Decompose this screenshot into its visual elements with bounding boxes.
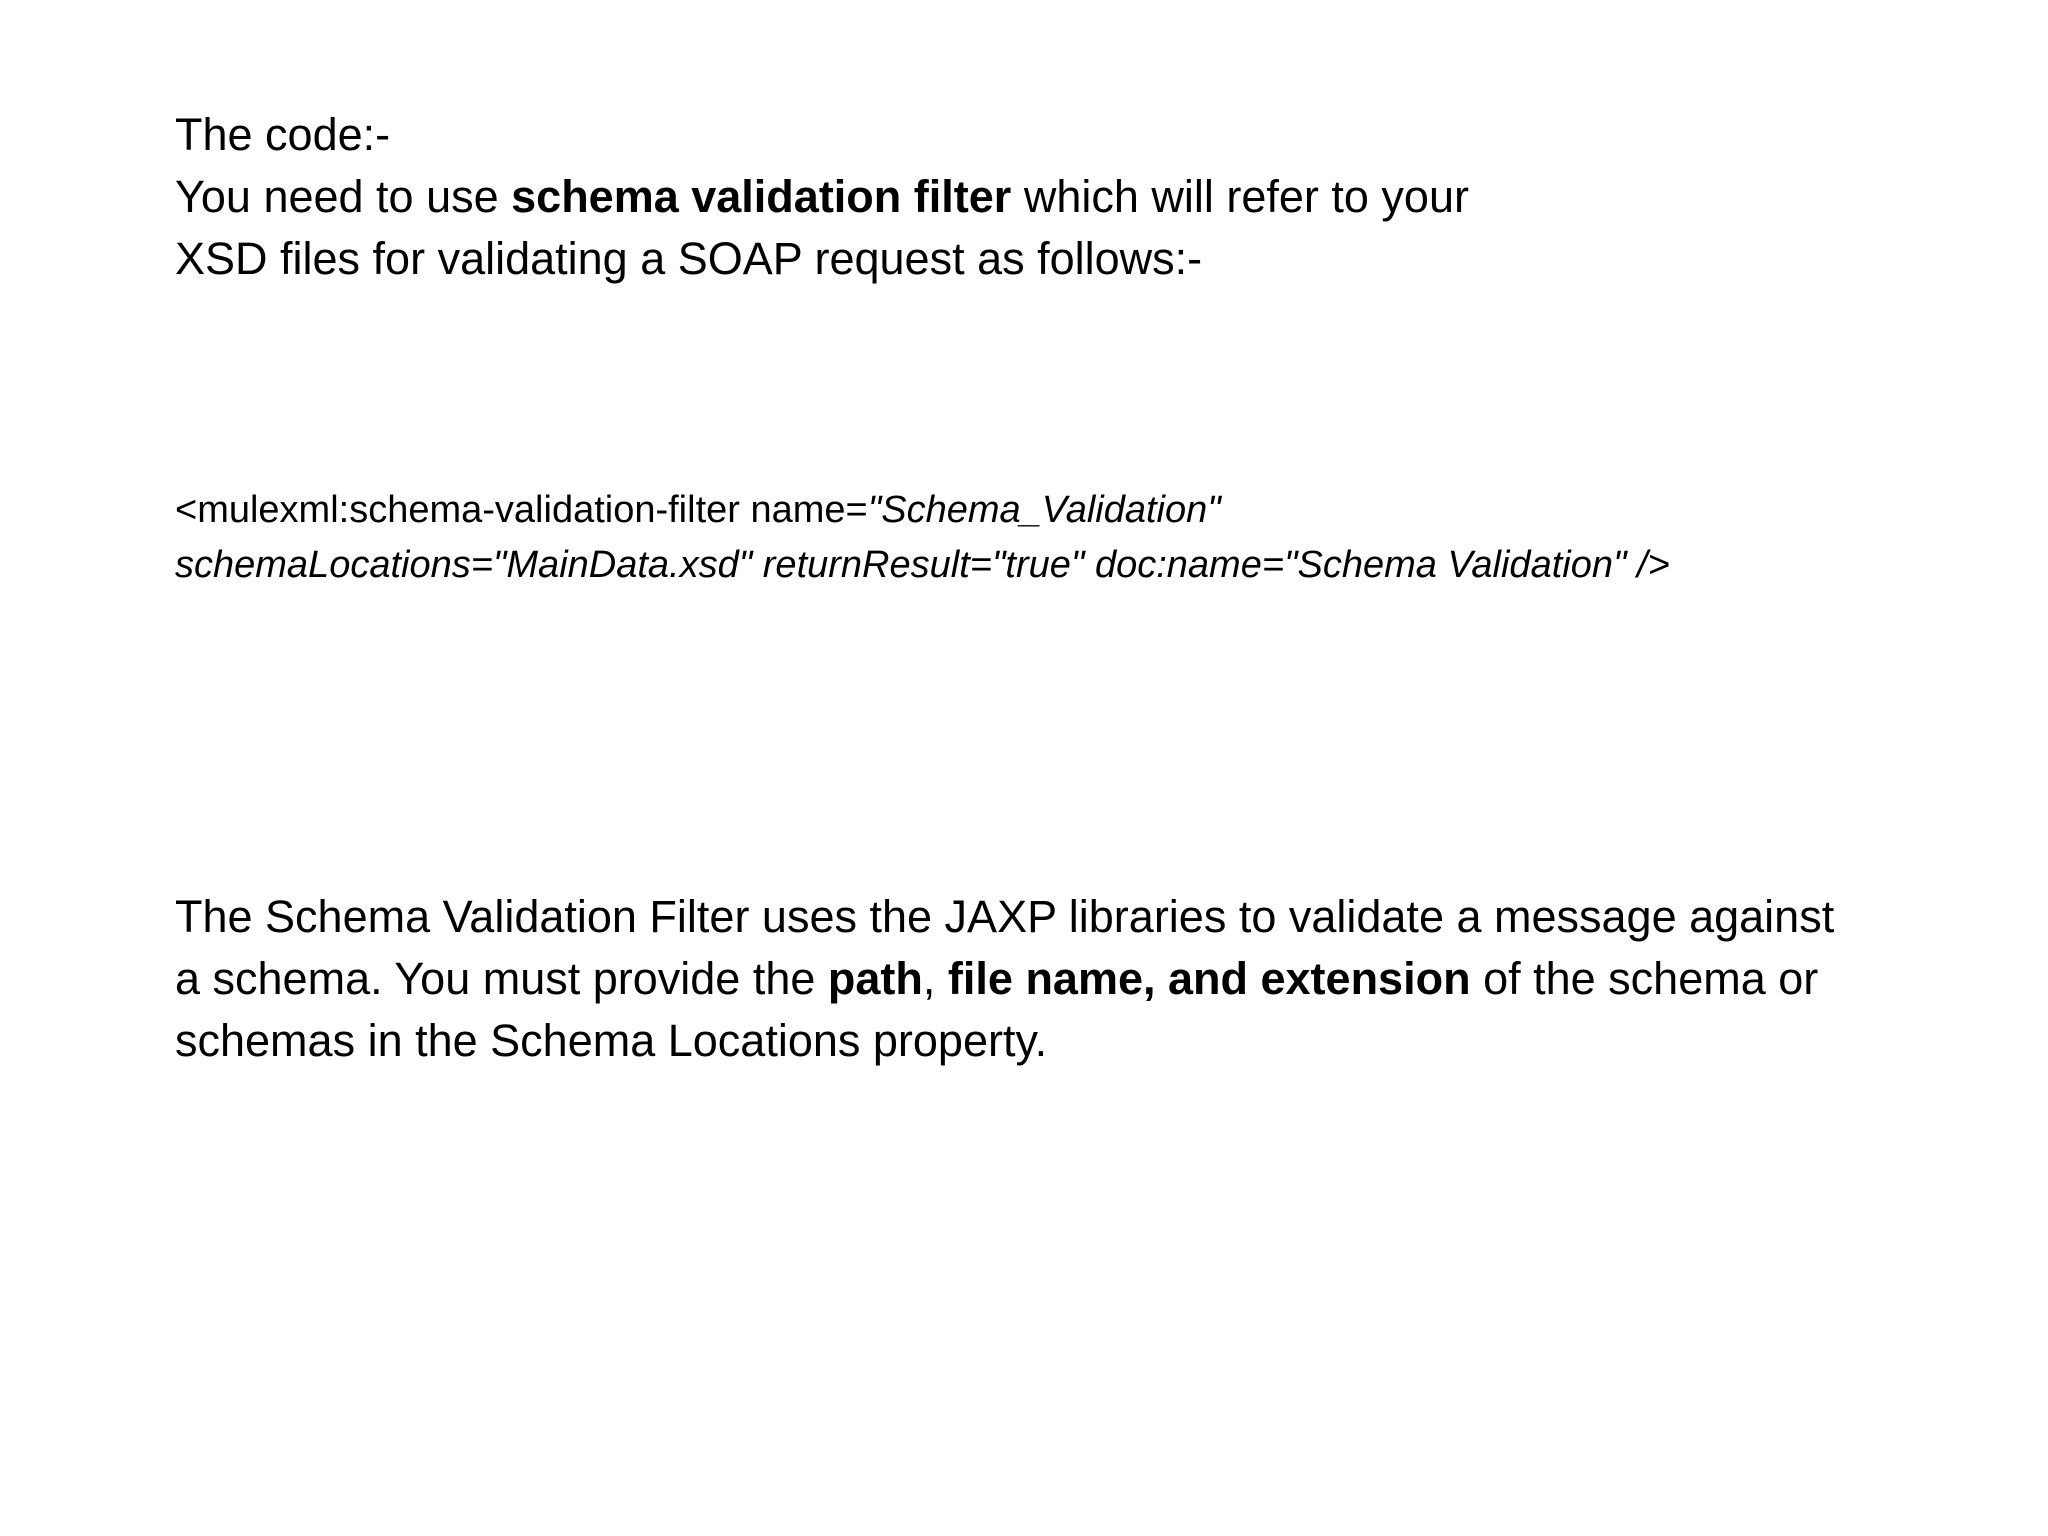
description-paragraph [175,886,1834,1072]
description-comma: , [922,953,948,1004]
description-line-3: schemas in the Schema Locations property. [175,1015,1048,1066]
code-line-1 [175,483,1670,538]
description-line-2-tail: of the schema or [1470,953,1819,1004]
intro-line-2-tail: which will refer to your [1011,171,1469,222]
code-snippet [175,483,1670,593]
intro-emphasis-filter: schema validation filter [511,171,1012,222]
code-line-1-value: "Schema_Validation" [867,489,1221,531]
description-line-1: The Schema Validation Filter uses the JAXP libraries to validate a message against [175,891,1835,942]
description-emphasis-path: path [827,953,923,1004]
intro-heading: The code:- [175,109,391,160]
code-line-2: schemaLocations="MainData.xsd" returnResult="true" doc:name="Schema Validation" /> [175,544,1670,586]
intro-paragraph [175,104,1469,290]
intro-line-2 [175,166,1469,228]
description-line-2 [175,948,1834,1010]
intro-line-3: XSD files for validating a SOAP request as follows:- [175,233,1203,284]
description-emphasis-file: file name, and extension [947,953,1471,1004]
code-line-1-tag: <mulexml:schema-validation-filter name= [175,489,868,531]
intro-line-2-text: You need to use [175,171,512,222]
description-line-2-text: a schema. You must provide the [175,953,828,1004]
